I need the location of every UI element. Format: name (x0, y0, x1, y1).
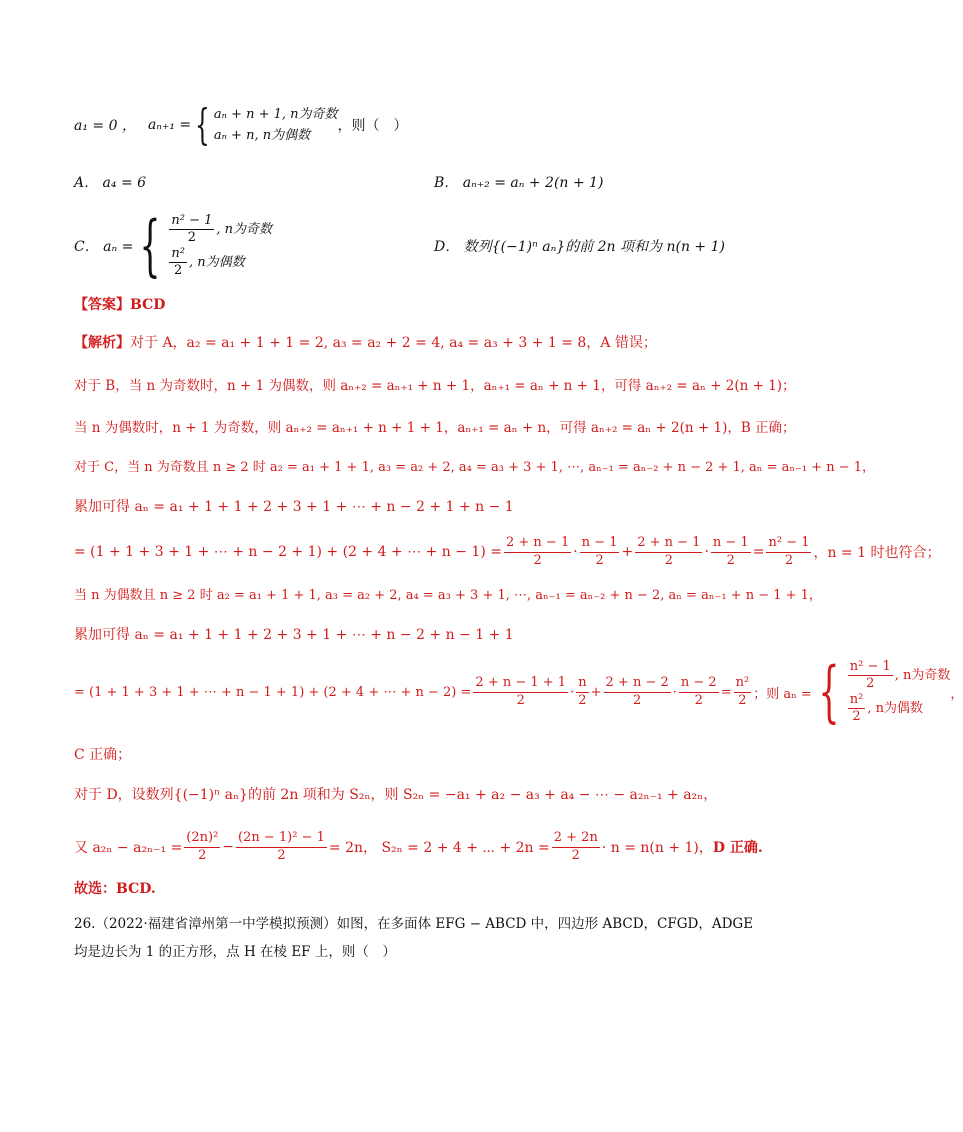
analysis-b-line1: 对于 B，当 n 为奇数时，n + 1 为偶数，则 aₙ₊₂ = aₙ₊₁ + n + 1，aₙ₊₁ = aₙ + n + 1，可得 aₙ₊₂ = aₙ + 2(n + 1)； (74, 378, 796, 394)
answer-line (74, 294, 800, 314)
option-c-case-odd: $\frac{\text{n² − 1}}{2}$ , n为奇数 (171, 212, 273, 245)
next-problem-line1: 26.（2022·福建省漳州第一中学模拟预测）如图，在多面体 EFG − ABCD 中，四边形 ABCD，CFGD，ADGE (74, 916, 754, 932)
problem-recurrence-cases (191, 100, 338, 149)
analysis-c-line5: 累加可得 aₙ = a₁ + 1 + 1 + 2 + 3 + 1 + ⋯ + n − 2 + n − 1 + 1 (74, 627, 514, 643)
brace-icon: { (195, 100, 210, 149)
analysis-c-line3: = (1 + 1 + 3 + 1 + ⋯ + n − 2 + 1) + (2 + 4 + ⋯ + n − 1) = $\frac{2 + n - 1}{2}$ · $\frac{n - 1}{2}$ + $\frac{2 + n - 1}{2}$ · $\frac{n - 1}{2}$ = $\frac{\text{n² − 1}}{2}$ ，n = 1 时也符合； (74, 535, 941, 568)
option-c-cases (133, 207, 273, 284)
answer-label: 【答案】BCD (74, 297, 166, 313)
problem-case-even: aₙ + n, n为偶数 (213, 128, 311, 143)
options-row-cd (74, 208, 800, 284)
analysis-a-text: 对于 A，a₂ = a₁ + 1 + 1 = 2, a₃ = a₂ + 2 = 4, a₄ = a₃ + 3 + 1 = 8，A 错误； (130, 335, 657, 351)
analysis-conclusion: 故选：BCD. (74, 881, 156, 897)
analysis-c-line1: 对于 C，当 n 为奇数且 n ≥ 2 时 a₂ = a₁ + 1 + 1, a₃ = a₂ + 2, a₄ = a₃ + 3 + 1, ⋯, aₙ₋₁ = aₙ₋₂ + n − 2 + 1, aₙ = aₙ₋₁ + n − 1， (74, 460, 875, 475)
analysis-d-line2: 又 a₂ₙ − a₂ₙ₋₁ = $\frac{\text{(2n)²}}{2}$ − $\frac{\text{(2n − 1)² − 1}}{2}$ = 2n， S₂ₙ = 2 + 4 + ⋯ + 2n = $\frac{2 + 2n}{2}$ · n = n(n + 1)， D 正确. (74, 830, 763, 863)
option-c-case-even: $\frac{\text{n²}}{2}$ , n为偶数 (171, 246, 245, 279)
brace-icon: { (818, 653, 840, 730)
problem-recurrence-lhs: aₙ₊₁ = (147, 117, 192, 133)
analysis-d-correct: D 正确. (712, 840, 763, 856)
option-c-label: C． aₙ = (74, 239, 134, 255)
analysis-d-line1: 对于 D，设数列{(−1)ⁿ aₙ}的前 2n 项和为 S₂ₙ，则 S₂ₙ = −a₁ + a₂ − a₃ + a₄ − ⋯ − a₂ₙ₋₁ + a₂ₙ， (74, 787, 718, 803)
option-a: A． a₄ = 6 (74, 175, 147, 191)
analysis-a-line (74, 332, 800, 352)
analysis-c-line2: 累加可得 aₙ = a₁ + 1 + 1 + 2 + 3 + 1 + ⋯ + n − 2 + 1 + n − 1 (74, 499, 514, 515)
analysis-label: 【解析】 (74, 335, 130, 351)
problem-case-odd: aₙ + n + 1, n为奇数 (213, 107, 338, 122)
analysis-c-line6: = (1 + 1 + 3 + 1 + ⋯ + n − 1 + 1) + (2 + 4 + ⋯ + n − 2) = $\frac{2 + n - 1 + 1}{2}$ · $\frac{n}{2}$ + $\frac{2 + n - 2}{2}$ · $\frac{n - 2}{2}$ = $\frac{\text{n²}}{2}$ ；则 aₙ = { $\frac{\text{n² − 1}}{2}$ , n为奇数 $\frac{\text{n²}}{2}$ , n为偶数 ， (74, 653, 963, 730)
analysis-c-result-cases: { $\frac{\text{n² − 1}}{2}$ , n为奇数 $\frac{\text{n²}}{2}$ , n为偶数 (818, 653, 951, 730)
problem-then: ，则（ ） (337, 118, 408, 134)
problem-statement (74, 100, 800, 149)
analysis-c-line4: 当 n 为偶数且 n ≥ 2 时 a₂ = a₁ + 1 + 1, a₃ = a₂ + 2, a₄ = a₃ + 3 + 1, ⋯, aₙ₋₁ = aₙ₋₂ + n − 2, aₙ = aₙ₋₁ + n − 1 + 1， (74, 588, 822, 603)
next-problem-line2: 均是边长为 1 的正方形，点 H 在棱 EF 上，则（ ） (74, 944, 396, 960)
option-b: B． aₙ₊₂ = aₙ + 2(n + 1) (434, 175, 604, 191)
problem-a1: a₁ = 0 ， (74, 118, 136, 134)
analysis-c-correct: C 正确； (74, 747, 132, 763)
options-row-ab (74, 172, 800, 192)
brace-icon: { (139, 207, 161, 284)
option-d: D． 数列{(−1)ⁿ aₙ}的前 2n 项和为 n(n + 1) (434, 239, 725, 255)
analysis-b-line2: 当 n 为偶数时，n + 1 为奇数，则 aₙ₊₂ = aₙ₊₁ + n + 1 + 1，aₙ₊₁ = aₙ + n，可得 aₙ₊₂ = aₙ + 2(n + 1)，B 正确； (74, 420, 796, 436)
